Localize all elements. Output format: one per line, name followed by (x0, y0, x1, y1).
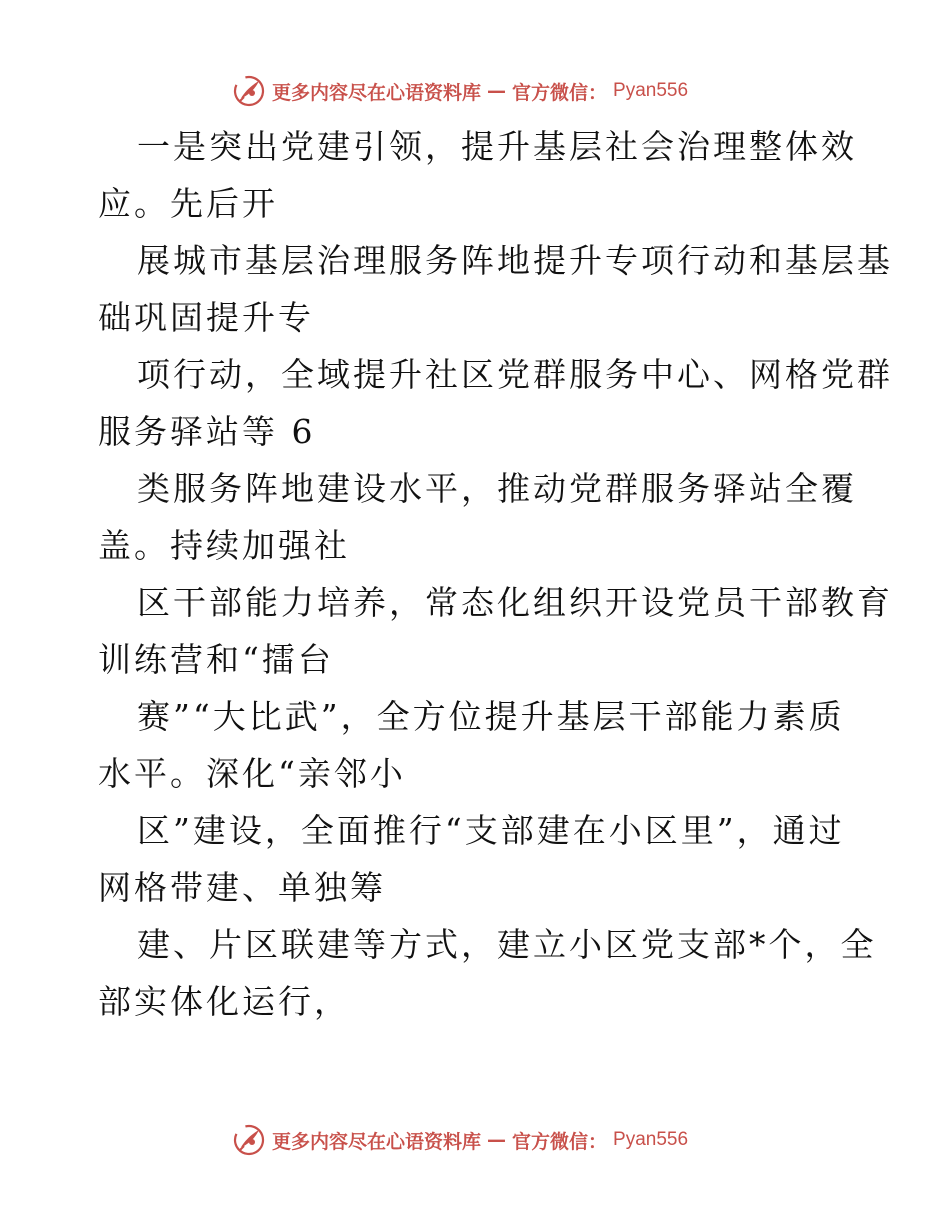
paragraph-line: 部实体化运行， (98, 982, 350, 1021)
watermark-dash: — (487, 80, 507, 102)
paragraph (98, 916, 898, 1030)
paragraph-line: 项行动，全域提升社区党群服务中心、网格党群 (137, 355, 893, 394)
paragraph-line: 赛”“大比武”，全方位提升基层干部能力素质 (137, 697, 845, 736)
feather-swirl-logo-icon (232, 1123, 266, 1157)
paragraph-line: 盖。持续加强社 (98, 526, 350, 565)
paragraph-line: 础巩固提升专 (98, 298, 314, 337)
paragraph (98, 346, 898, 460)
paragraph-line: 训练营和“擂台 (98, 640, 334, 679)
paragraph-line: 网格带建、单独筹 (98, 868, 386, 907)
watermark-official-label: 官方微信： (512, 81, 608, 104)
watermark-dash: — (487, 1129, 507, 1151)
watermark-brand-text: 更多内容尽在心语资料库 (272, 81, 482, 104)
paragraph (98, 118, 898, 232)
watermark-wechat-id: Pyan556 (613, 1129, 689, 1150)
paragraph-line: 应。先后开 (98, 184, 278, 223)
paragraph-line: 建、片区联建等方式，建立小区党支部*个，全 (137, 925, 877, 964)
paragraph (98, 802, 898, 916)
paragraph-line: 展城市基层治理服务阵地提升专项行动和基层基 (137, 241, 893, 280)
paragraph-line: 水平。深化“亲邻小 (98, 754, 406, 793)
paragraph-line: 区干部能力培养，常态化组织开设党员干部教育 (137, 583, 893, 622)
paragraph (98, 460, 898, 574)
watermark-wechat-id: Pyan556 (613, 80, 689, 101)
paragraph-line: 一是突出党建引领，提升基层社会治理整体效 (137, 127, 857, 166)
paragraph (98, 688, 898, 802)
paragraph-line: 服务驿站等 6 (98, 412, 316, 451)
paragraph-line: 区”建设，全面推行“支部建在小区里”，通过 (137, 811, 845, 850)
footer-watermark (232, 1122, 688, 1158)
watermark-brand-text: 更多内容尽在心语资料库 (272, 1130, 482, 1153)
watermark-official-label: 官方微信： (512, 1130, 608, 1153)
document-body (98, 118, 898, 1030)
paragraph (98, 232, 898, 346)
paragraph-line: 类服务阵地建设水平，推动党群服务驿站全覆 (137, 469, 857, 508)
paragraph (98, 574, 898, 688)
header-watermark (232, 73, 688, 109)
feather-swirl-logo-icon (232, 74, 266, 108)
